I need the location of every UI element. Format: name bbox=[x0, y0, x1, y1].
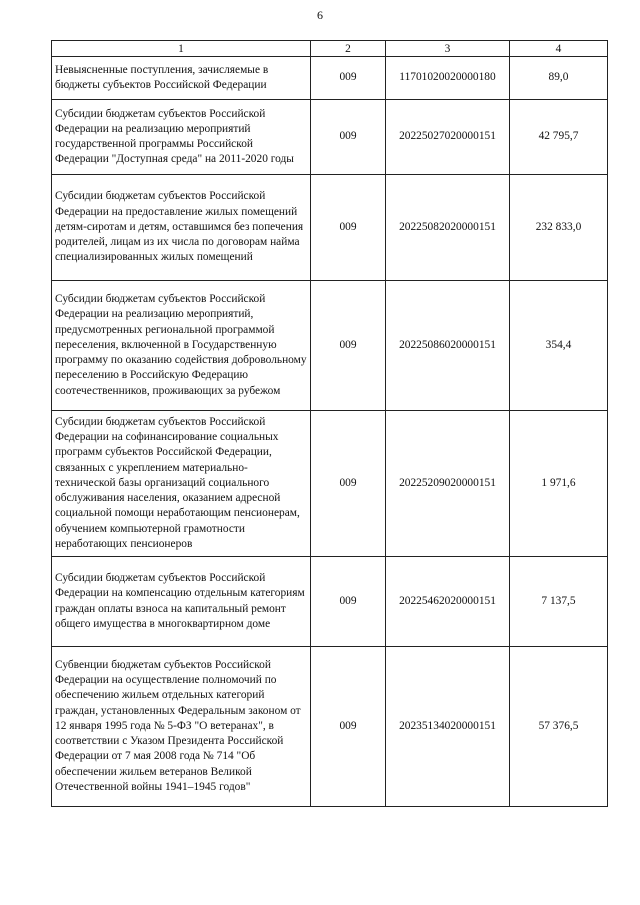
row-admin-code: 009 bbox=[311, 175, 386, 281]
row-amount: 1 971,6 bbox=[510, 411, 608, 557]
table-row bbox=[52, 175, 608, 281]
column-header: 1 bbox=[52, 41, 311, 57]
table-row bbox=[52, 411, 608, 557]
revenue-table bbox=[51, 40, 608, 807]
row-budget-code: 20225027020000151 bbox=[386, 100, 510, 175]
column-header: 4 bbox=[510, 41, 608, 57]
row-budget-code: 20235134020000151 bbox=[386, 647, 510, 807]
row-admin-code: 009 bbox=[311, 57, 386, 100]
table-row bbox=[52, 281, 608, 411]
row-admin-code: 009 bbox=[311, 100, 386, 175]
row-amount: 57 376,5 bbox=[510, 647, 608, 807]
row-admin-code: 009 bbox=[311, 647, 386, 807]
page-number: 6 bbox=[317, 8, 323, 22]
row-amount: 7 137,5 bbox=[510, 557, 608, 647]
row-description: Субсидии бюджетам субъектов Российской Федерации на реализацию мероприятий государственной программы Российской Федерации "Доступная среда" на 2011-2020 годы bbox=[52, 100, 311, 175]
row-description: Субсидии бюджетам субъектов Российской Федерации на предоставление жилых помещений детям-сиротам и детям, оставшимся без попечения родителей, лицам из их числа по договорам найма специализированных жилых помещений bbox=[52, 175, 311, 281]
row-admin-code: 009 bbox=[311, 557, 386, 647]
row-amount: 42 795,7 bbox=[510, 100, 608, 175]
row-description: Субвенции бюджетам субъектов Российской Федерации на осуществление полномочий по обеспечению жильем отдельных категорий граждан, установленных Федеральным законом от 12 января 1995 года № 5-ФЗ "О ветеранах", в соответствии с Указом Президента Российской Федерации от 7 мая 2008 года № 714 "Об обеспечении жильем ветеранов Великой Отечественной войны 1941–1945 годов" bbox=[52, 647, 311, 807]
table-row bbox=[52, 100, 608, 175]
row-admin-code: 009 bbox=[311, 411, 386, 557]
table-row bbox=[52, 57, 608, 100]
table-header-row bbox=[52, 41, 608, 57]
row-description: Субсидии бюджетам субъектов Российской Федерации на софинансирование социальных программ субъектов Российской Федерации, связанных с укреплением материально-технической базы организаций социального обслуживания населения, оказанием адресной социальной помощи неработающим пенсионерам, обучением компьютерной грамотности неработающих пенсионеров bbox=[52, 411, 311, 557]
row-budget-code: 20225209020000151 bbox=[386, 411, 510, 557]
table-row bbox=[52, 647, 608, 807]
row-description: Субсидии бюджетам субъектов Российской Федерации на реализацию мероприятий, предусмотренных региональной программой переселения, включенной в Государственную программу по оказанию содействия добровольному переселению в Российскую Федерацию соотечественников, проживающих за рубежом bbox=[52, 281, 311, 411]
column-header: 3 bbox=[386, 41, 510, 57]
row-budget-code: 11701020020000180 bbox=[386, 57, 510, 100]
row-description: Субсидии бюджетам субъектов Российской Федерации на компенсацию отдельным категориям граждан оплаты взноса на капитальный ремонт общего имущества в многоквартирном доме bbox=[52, 557, 311, 647]
row-amount: 232 833,0 bbox=[510, 175, 608, 281]
column-header: 2 bbox=[311, 41, 386, 57]
row-budget-code: 20225462020000151 bbox=[386, 557, 510, 647]
row-amount: 89,0 bbox=[510, 57, 608, 100]
row-budget-code: 20225082020000151 bbox=[386, 175, 510, 281]
row-description: Невыясненные поступления, зачисляемые в бюджеты субъектов Российской Федерации bbox=[52, 57, 311, 100]
row-amount: 354,4 bbox=[510, 281, 608, 411]
row-admin-code: 009 bbox=[311, 281, 386, 411]
table-row bbox=[52, 557, 608, 647]
row-budget-code: 20225086020000151 bbox=[386, 281, 510, 411]
